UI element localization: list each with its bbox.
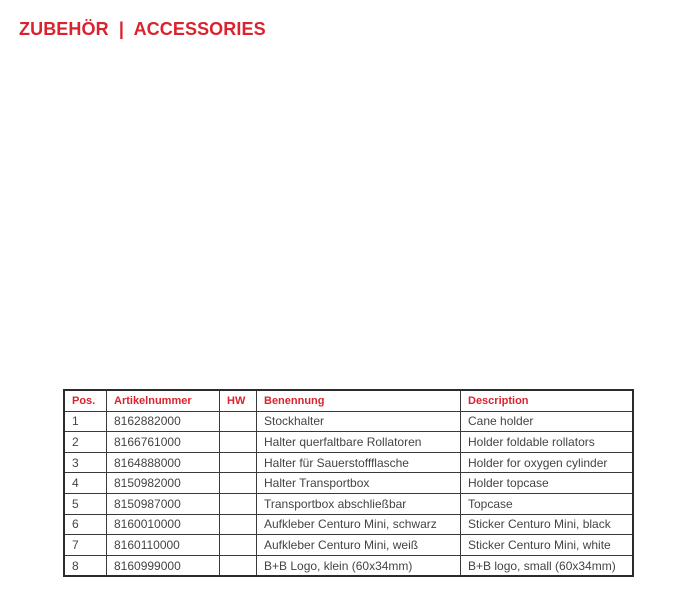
- cell-pos: 4: [64, 473, 107, 494]
- cell-description: Sticker Centuro Mini, black: [461, 514, 634, 535]
- header-article-number: Artikelnummer: [107, 390, 220, 411]
- accessories-table-container: [63, 389, 634, 577]
- table-header-row: [64, 390, 633, 411]
- table-row: [64, 411, 633, 432]
- cell-description: Cane holder: [461, 411, 634, 432]
- accessories-table: [63, 389, 634, 577]
- cell-hw: [220, 432, 257, 453]
- cell-pos: 3: [64, 452, 107, 473]
- cell-description: Topcase: [461, 493, 634, 514]
- cell-benennung: Aufkleber Centuro Mini, weiß: [257, 535, 461, 556]
- cell-article-number: 8160110000: [107, 535, 220, 556]
- cell-article-number: 8164888000: [107, 452, 220, 473]
- cell-benennung: Halter Transportbox: [257, 473, 461, 494]
- table-row: [64, 432, 633, 453]
- cell-pos: 2: [64, 432, 107, 453]
- header-pos: Pos.: [64, 390, 107, 411]
- cell-hw: [220, 535, 257, 556]
- cell-benennung: Halter für Sauerstoffflasche: [257, 452, 461, 473]
- cell-benennung: Aufkleber Centuro Mini, schwarz: [257, 514, 461, 535]
- cell-hw: [220, 411, 257, 432]
- cell-pos: 7: [64, 535, 107, 556]
- cell-article-number: 8150982000: [107, 473, 220, 494]
- cell-pos: 8: [64, 555, 107, 576]
- cell-hw: [220, 493, 257, 514]
- cell-article-number: 8150987000: [107, 493, 220, 514]
- cell-article-number: 8160999000: [107, 555, 220, 576]
- table-row: [64, 452, 633, 473]
- cell-hw: [220, 452, 257, 473]
- cell-benennung: Halter querfaltbare Rollatoren: [257, 432, 461, 453]
- cell-description: B+B logo, small (60x34mm): [461, 555, 634, 576]
- table-row: [64, 514, 633, 535]
- cell-hw: [220, 473, 257, 494]
- cell-benennung: B+B Logo, klein (60x34mm): [257, 555, 461, 576]
- header-hw: HW: [220, 390, 257, 411]
- table-row: [64, 493, 633, 514]
- table-row: [64, 555, 633, 576]
- table-row: [64, 473, 633, 494]
- cell-article-number: 8160010000: [107, 514, 220, 535]
- cell-pos: 6: [64, 514, 107, 535]
- cell-benennung: Transportbox abschließbar: [257, 493, 461, 514]
- cell-description: Holder for oxygen cylinder: [461, 452, 634, 473]
- cell-article-number: 8162882000: [107, 411, 220, 432]
- table-row: [64, 535, 633, 556]
- cell-hw: [220, 555, 257, 576]
- header-description: Description: [461, 390, 634, 411]
- cell-article-number: 8166761000: [107, 432, 220, 453]
- page-title: ZUBEHÖR | ACCESSORIES: [19, 19, 266, 39]
- cell-description: Holder foldable rollators: [461, 432, 634, 453]
- cell-hw: [220, 514, 257, 535]
- header-benennung: Benennung: [257, 390, 461, 411]
- cell-pos: 1: [64, 411, 107, 432]
- cell-benennung: Stockhalter: [257, 411, 461, 432]
- cell-pos: 5: [64, 493, 107, 514]
- cell-description: Holder topcase: [461, 473, 634, 494]
- cell-description: Sticker Centuro Mini, white: [461, 535, 634, 556]
